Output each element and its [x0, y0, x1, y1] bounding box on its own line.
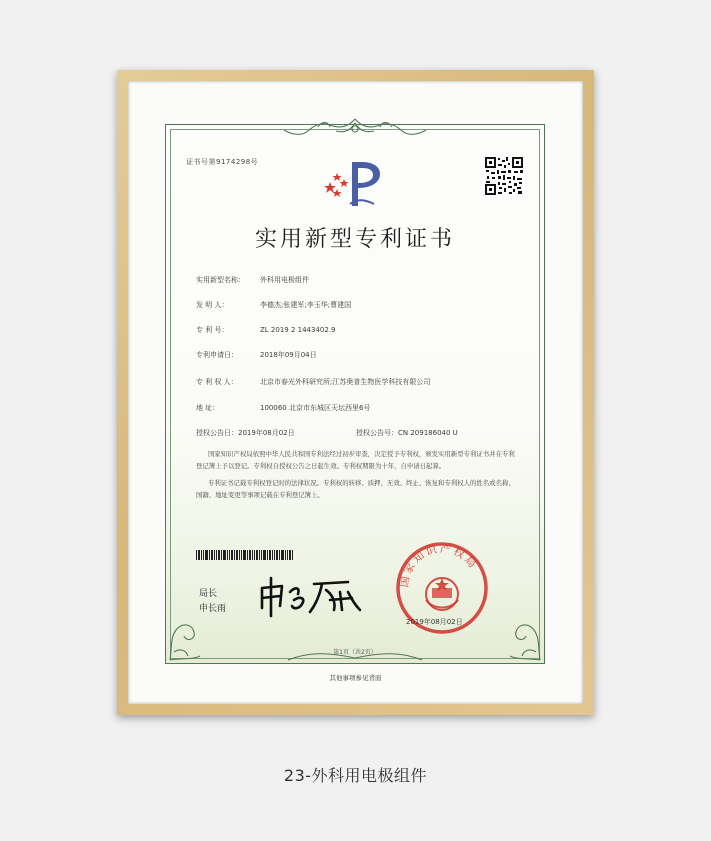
certificate-number: 证书号第9174298号 [186, 158, 259, 166]
grant-date: 授权公告日：2019年08月02日 [196, 429, 295, 437]
patent-office-logo [322, 158, 386, 210]
field-label: 专 利 权 人： [196, 378, 238, 386]
certificate-body [196, 449, 520, 507]
field-patent-number [196, 325, 336, 335]
director-title: 局长 [199, 589, 218, 599]
image-caption: 23-外科用电极组件 [283, 766, 428, 785]
field-label: 发 明 人： [196, 301, 229, 309]
certificate-title: 实用新型专利证书 [254, 227, 455, 252]
field-patentee [196, 377, 430, 387]
field-label: 地 址： [196, 404, 220, 412]
svg-text:国家知识产权局: 国家知识产权局 [397, 542, 481, 589]
field-value: 北京市春光外科研究所;江苏奥普生物医学科技有限公司 [260, 378, 431, 386]
field-address [196, 403, 370, 413]
field-value: ZL 2019 2 1443402.9 [260, 326, 336, 334]
field-value: 李德杰;张建军;李玉华;曹建国 [260, 301, 352, 309]
director-signature [256, 572, 364, 618]
field-value: 2018年09月04日 [260, 351, 317, 359]
field-application-date [196, 350, 317, 360]
authorization-number: 授权公告号：CN 209186040 U [356, 429, 458, 437]
field-label: 专 利 号： [196, 326, 229, 334]
field-inventors [196, 300, 351, 310]
field-value: 外科用电极组件 [260, 276, 309, 284]
field-utility-model-name [196, 275, 309, 285]
field-value: 100060 北京市东城区天坛西里6号 [260, 404, 371, 412]
seal-date: 2019年08月02日 [406, 618, 463, 626]
body-paragraph: 专利证书记载专利权登记时的法律状况。专利权的转移、质押、无效、终止、恢复和专利权人的姓名或名称、国籍、地址变更等事项记载在专利登记簿上。 [196, 479, 515, 499]
qr-code-icon [484, 156, 524, 196]
director-name: 申长雨 [199, 604, 227, 614]
body-paragraph: 国家知识产权局依照中华人民共和国专利法经过初步审查，决定授予专利权，颁发实用新型专利证书并在专利登记簿上予以登记。专利权自授权公告之日起生效。专利权期限为十年，自申请日起算。 [196, 450, 515, 470]
barcode [196, 550, 318, 560]
top-ornament [278, 117, 432, 139]
field-label: 实用新型名称： [196, 276, 245, 284]
page-number: 第1页（共2页） [333, 649, 377, 656]
footnote: 其他事项参见背面 [329, 674, 382, 682]
field-label: 专利申请日： [196, 351, 238, 359]
